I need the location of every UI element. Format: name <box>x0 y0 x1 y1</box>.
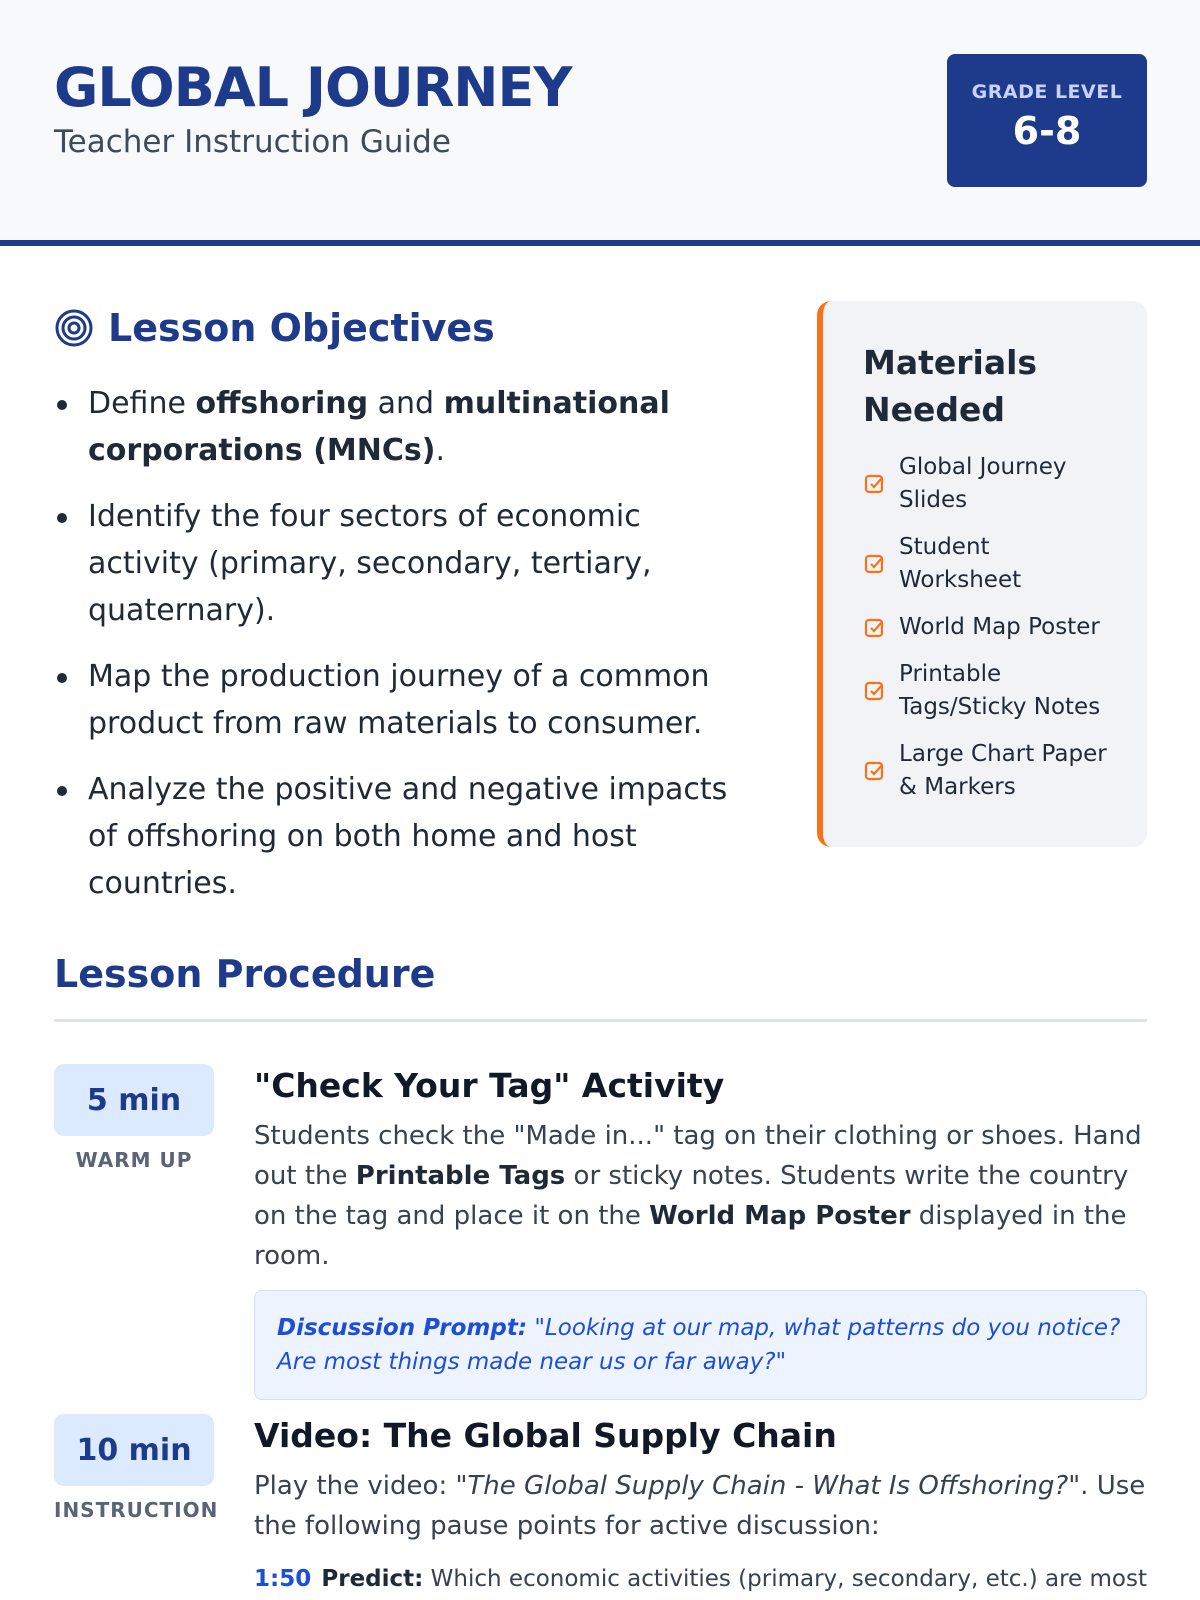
procedure-divider <box>54 1019 1147 1022</box>
step-duration: 5 min <box>54 1064 214 1136</box>
checkbox-icon <box>863 679 887 703</box>
material-label: Student Worksheet <box>899 534 1022 593</box>
step-phase-label: INSTRUCTION <box>54 1498 219 1522</box>
checkbox-icon <box>863 759 887 783</box>
step-duration: 10 min <box>54 1414 214 1486</box>
materials-title: Materials Needed <box>863 343 1038 429</box>
discussion-prompt <box>254 1290 1147 1400</box>
pause-timestamp: 1:50 <box>254 1566 312 1592</box>
grade-level-badge <box>947 54 1147 187</box>
objective-item: Identify the four sectors of economic activity (primary, secondary, tertiary, quaternary). <box>54 493 754 634</box>
grade-level-value: 6-8 <box>1012 109 1082 153</box>
checkbox-icon <box>863 472 887 496</box>
checkbox-icon <box>863 616 887 640</box>
material-item <box>863 658 1117 724</box>
material-label: Printable Tags/Sticky Notes <box>899 661 1101 720</box>
material-item <box>863 531 1117 597</box>
step-content <box>254 1064 1147 1400</box>
discussion-prompt-text: "Looking at our map, what patterns do you notice? Are most things made near us or far away?" <box>277 1315 1121 1375</box>
materials-panel <box>817 301 1147 847</box>
grade-level-label: GRADE LEVEL <box>971 81 1123 103</box>
step-description: Students check the "Made in..." tag on their clothing or shoes. Hand out the Printable Tags or sticky notes. Students write the country on the tag and place it on the World Map Poster displayed in the room. <box>254 1121 1142 1271</box>
discussion-prompt-label: Discussion Prompt: <box>277 1315 528 1341</box>
pause-description: Predict: Which economic activities (primary, secondary, etc.) are most <box>321 1566 1147 1592</box>
step-description: Play the video: "The Global Supply Chain - What Is Offshoring?". Use the following pause points for active discussion: <box>254 1471 1146 1541</box>
objectives-title: Lesson Objectives <box>108 306 495 350</box>
material-label: Large Chart Paper & Markers <box>899 741 1107 800</box>
page-header <box>0 0 1200 246</box>
material-item <box>863 738 1117 804</box>
objectives-list <box>54 380 754 926</box>
step-title: Video: The Global Supply Chain <box>254 1416 837 1455</box>
objective-item: Analyze the positive and negative impacts of offshoring on both home and host countries. <box>54 766 754 907</box>
step-meta <box>54 1064 214 1172</box>
material-label: Global Journey Slides <box>899 454 1067 513</box>
material-label: World Map Poster <box>899 614 1100 640</box>
step-content <box>254 1414 1147 1596</box>
objectives-heading <box>54 300 495 356</box>
checkbox-icon <box>863 552 887 576</box>
page-title: GLOBAL JOURNEY <box>54 56 572 119</box>
objective-item: Define offshoring and multinational corporations (MNCs). <box>54 380 754 474</box>
material-item <box>863 611 1117 644</box>
page-subtitle: Teacher Instruction Guide <box>54 124 451 160</box>
step-meta <box>54 1414 219 1522</box>
objective-item: Map the production journey of a common product from raw materials to consumer. <box>54 653 754 747</box>
material-item <box>863 451 1117 517</box>
step-phase-label: WARM UP <box>75 1148 193 1172</box>
video-pause-point <box>254 1562 1147 1596</box>
procedure-title: Lesson Procedure <box>54 952 436 996</box>
step-title: "Check Your Tag" Activity <box>254 1066 725 1105</box>
materials-list <box>863 451 1117 804</box>
target-icon <box>54 308 94 348</box>
